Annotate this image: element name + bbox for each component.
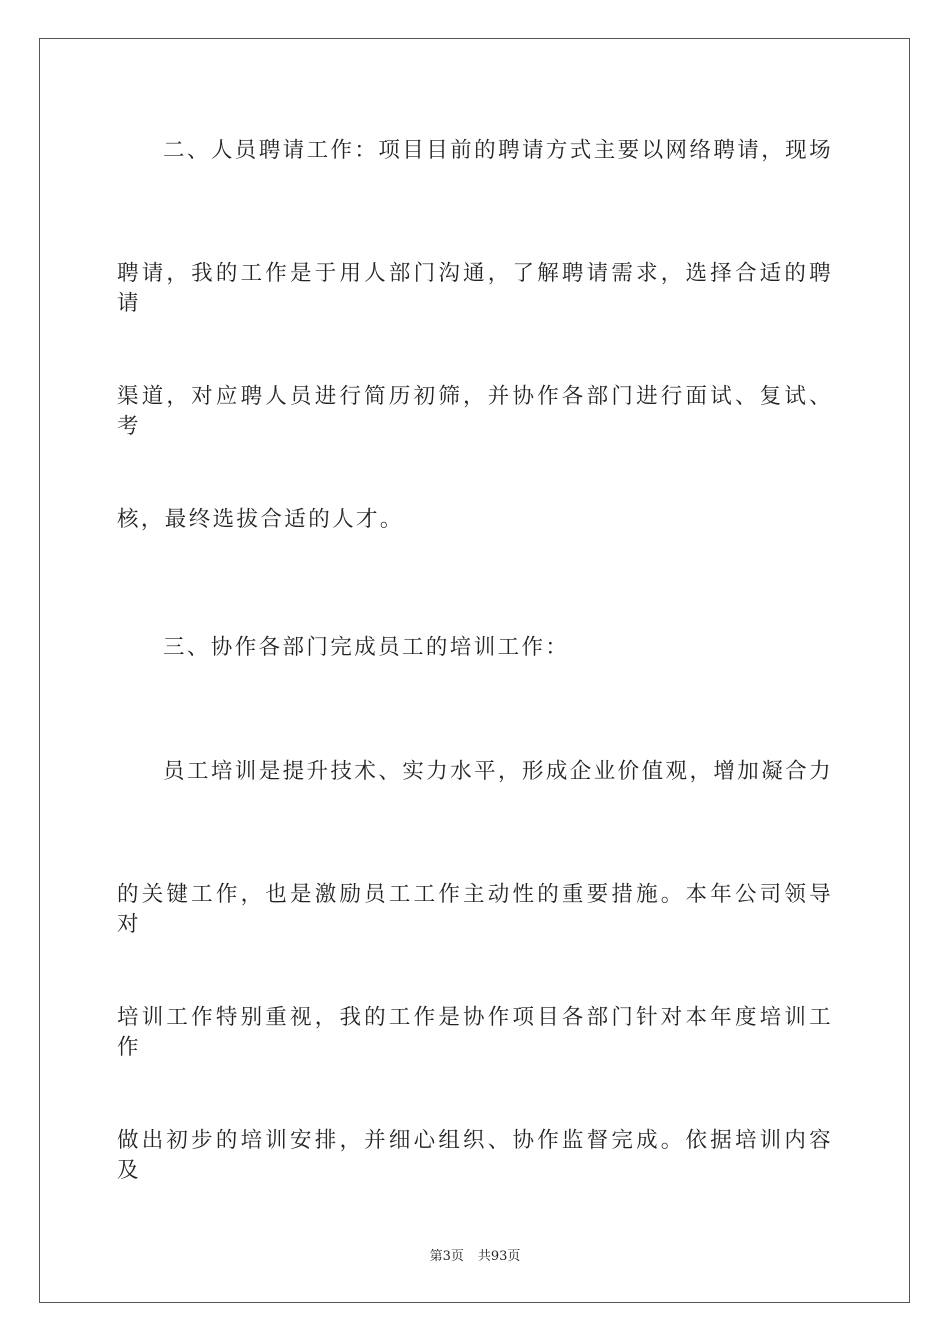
paragraph-line: 二、人员聘请工作：项目目前的聘请方式主要以网络聘请，现场: [163, 138, 833, 163]
page-number: 第3页: [429, 1249, 464, 1264]
paragraph-line: 的关键工作，也是激励员工工作主动性的重要措施。本年公司领导对: [117, 882, 833, 937]
paragraph-line: 渠道，对应聘人员进行简历初筛，并协作各部门进行面试、复试、考: [117, 384, 833, 439]
paragraph-line: 核，最终选拔合适的人才。: [117, 507, 404, 532]
paragraph-line: 员工培训是提升技术、实力水平，形成企业价值观，增加凝合力: [163, 759, 833, 784]
page-footer: [0, 1245, 950, 1264]
paragraph-line: 做出初步的培训安排，并细心组织、协作监督完成。依据培训内容及: [117, 1128, 833, 1183]
paragraph-line: 培训工作特别重视，我的工作是协作项目各部门针对本年度培训工作: [117, 1005, 833, 1060]
page-border: [39, 38, 910, 1303]
page-total: 共93页: [477, 1249, 521, 1264]
section-heading: 三、协作各部门完成员工的培训工作：: [163, 635, 570, 660]
paragraph-line: 聘请，我的工作是于用人部门沟通，了解聘请需求，选择合适的聘请: [117, 261, 833, 316]
